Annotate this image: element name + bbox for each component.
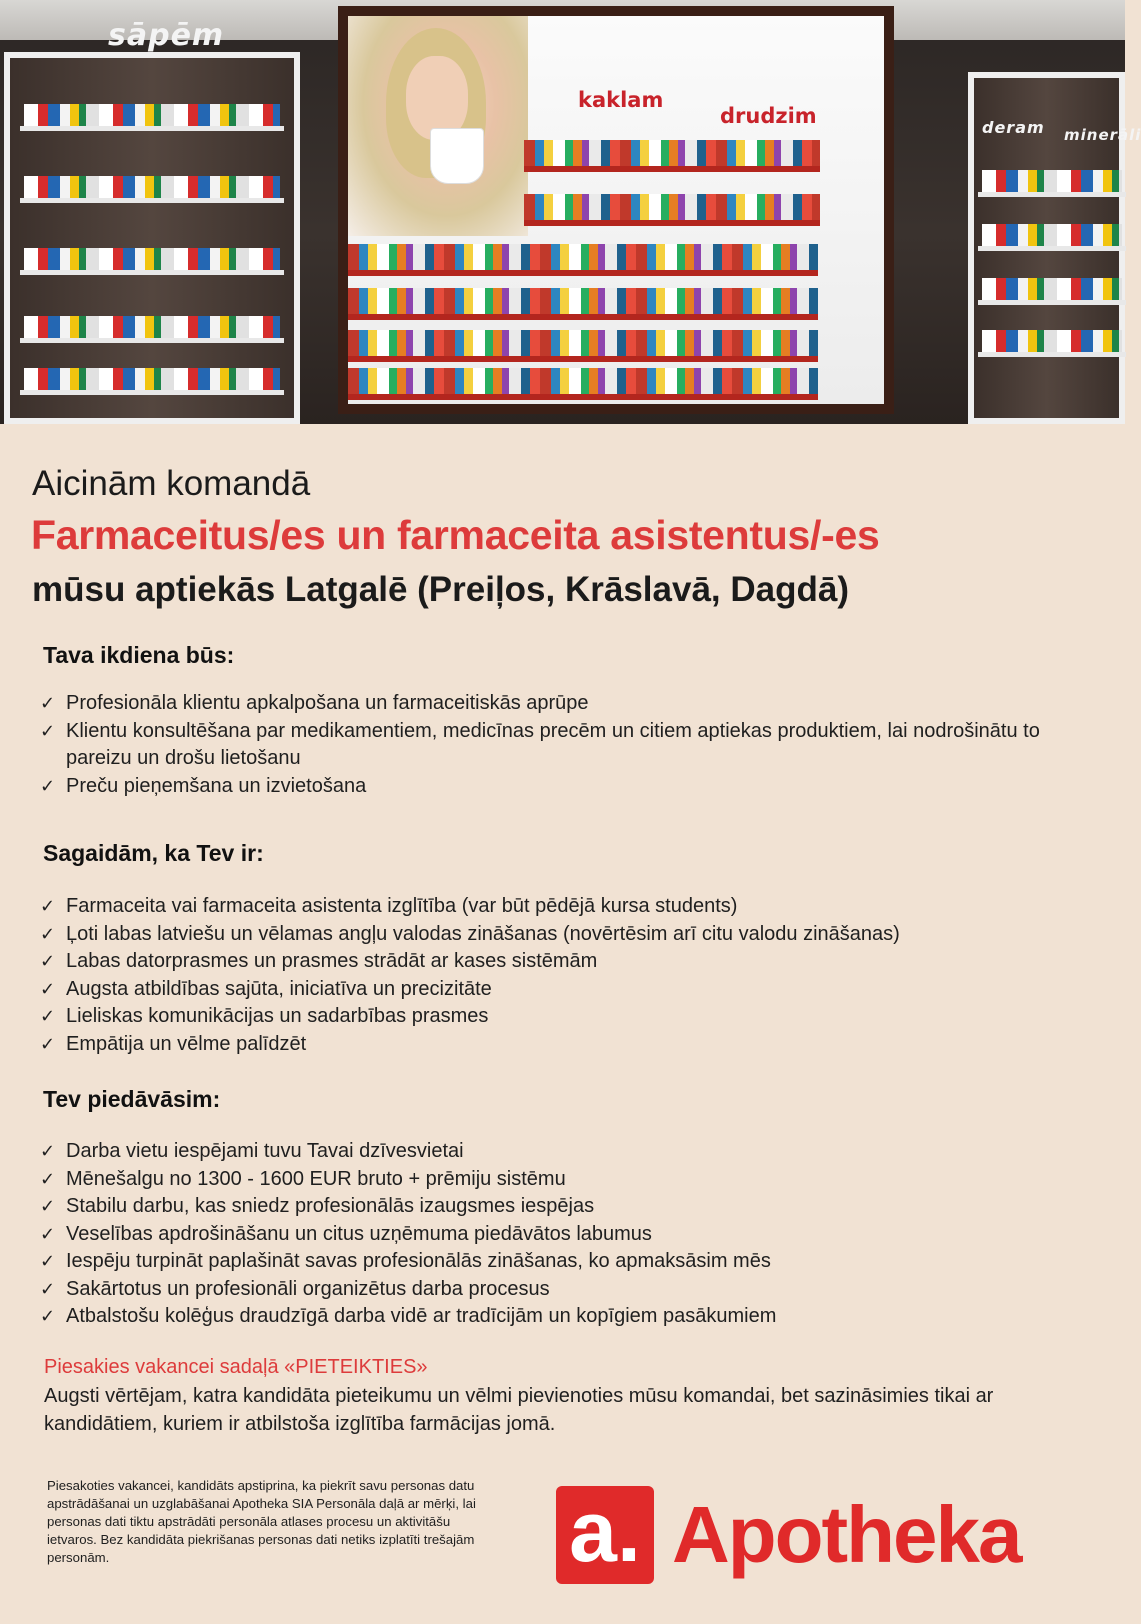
- list-item: [40, 921, 1070, 949]
- shelf-row: [348, 368, 818, 394]
- sign-deram: deram: [982, 118, 1045, 137]
- shelf-row: [982, 170, 1122, 192]
- list-item: [40, 1221, 1070, 1249]
- check-icon: ✓: [40, 923, 56, 945]
- offer-list: [40, 1138, 1070, 1331]
- list-item: [40, 1031, 1070, 1059]
- shelf-row: [348, 288, 818, 314]
- list-item-text: Lieliskas komunikācijas un sadarbības prasmes: [66, 1005, 489, 1027]
- list-item: [40, 1248, 1070, 1276]
- left-shelf-cabinet: [4, 52, 300, 424]
- logo-wordmark: Apotheka: [672, 1490, 1021, 1579]
- requirements-title: Sagaidām, ka Tev ir:: [43, 840, 264, 866]
- list-item-text: Labas datorprasmes un prasmes strādāt ar kases sistēmām: [66, 950, 598, 972]
- list-item: [40, 893, 1070, 921]
- list-item-text: Empātija un vēlme palīdzēt: [66, 1032, 307, 1055]
- check-icon: ✓: [40, 1306, 56, 1327]
- pharmacy-photo: [0, 0, 1141, 424]
- sign-minerali: minerāli: [1064, 126, 1141, 144]
- list-item-text: Profesionāla klientu apkalpošana un farmaceitiskās aprūpe: [66, 692, 589, 714]
- logo-mark: a.: [556, 1486, 654, 1584]
- list-item: [40, 773, 1070, 801]
- shelf-row: [24, 248, 280, 270]
- sign-sapem: sāpēm: [108, 18, 225, 53]
- sign-drudzim: drudzim: [720, 104, 817, 128]
- check-icon: ✓: [40, 1251, 56, 1272]
- check-icon: ✓: [40, 1196, 56, 1217]
- check-icon: ✓: [40, 1223, 56, 1245]
- list-item-text: Mēnešalgu no 1300 - 1600 EUR bruto + prēmiju sistēmu: [66, 1167, 566, 1190]
- shelf-row: [24, 104, 280, 126]
- shelf-row: [348, 244, 818, 270]
- list-item-text: Ļoti labas latviešu un vēlamas angļu valodas zināšanas (novērtēsim arī citu valodu zināšanas): [66, 922, 900, 945]
- check-icon: ✓: [40, 951, 56, 972]
- display-window: [338, 6, 894, 414]
- list-item-text: Atbalstošu kolēģus draudzīgā darba vidē ar tradīcijām un kopīgiem pasākumiem: [66, 1305, 777, 1327]
- list-item-text: Darba vietu iespējami tuvu Tavai dzīvesvietai: [66, 1140, 464, 1162]
- list-item: [40, 1003, 1070, 1031]
- list-item-text: Augsta atbildības sajūta, iniciatīva un precizitāte: [66, 977, 492, 1000]
- list-item: [40, 690, 1070, 718]
- shelf-row: [982, 330, 1122, 352]
- list-item: [40, 1303, 1070, 1331]
- location-heading: mūsu aptiekās Latgalē (Preiļos, Krāslavā, Dagdā): [32, 570, 849, 609]
- list-item-text: Iespēju turpināt paplašināt savas profesionālās zināšanas, ko apmaksāsim mēs: [66, 1250, 771, 1272]
- sign-kaklam: kaklam: [578, 88, 664, 112]
- list-item-text: Sakārtotus un profesionāli organizētus darba procesus: [66, 1277, 550, 1300]
- check-icon: ✓: [40, 1006, 56, 1027]
- shelf-row: [24, 176, 280, 198]
- check-icon: ✓: [40, 1141, 56, 1162]
- list-item-text: Veselības apdrošināšanu un citus uzņēmuma piedāvātos labumus: [66, 1222, 652, 1245]
- list-item: [40, 1166, 1070, 1194]
- list-item-text: Preču pieņemšana un izvietošana: [66, 774, 367, 797]
- duties-title: Tava ikdiena būs:: [43, 642, 235, 668]
- check-icon: ✓: [40, 978, 56, 1000]
- check-icon: ✓: [40, 720, 56, 742]
- list-item-text: Stabilu darbu, kas sniedz profesionālās izaugsmes iespējas: [66, 1195, 595, 1217]
- check-icon: ✓: [40, 693, 56, 714]
- shelf-row: [348, 330, 818, 356]
- list-item: [40, 1276, 1070, 1304]
- list-item: [40, 718, 1070, 773]
- apply-text: Augsti vērtējam, katra kandidāta pieteikumu un vēlmi pievienoties mūsu komandai, bet sazināsimies tikai ar kandidātiem, kuriem ir atbilstoša izglītība farmācijas jomā.: [44, 1385, 994, 1435]
- intro-heading: Aicinām komandā: [32, 464, 311, 503]
- check-icon: ✓: [40, 896, 56, 917]
- list-item: [40, 976, 1070, 1004]
- check-icon: ✓: [40, 1168, 56, 1190]
- job-title: Farmaceitus/es un farmaceita asistentus/-es: [31, 512, 880, 558]
- shelf-row: [982, 224, 1122, 246]
- requirements-list: [40, 893, 1070, 1058]
- apply-instruction: Piesakies vakancei sadaļā «PIETEIKTIES»: [44, 1356, 428, 1378]
- check-icon: ✓: [40, 1033, 56, 1055]
- check-icon: ✓: [40, 775, 56, 797]
- shelf-row: [24, 316, 280, 338]
- list-item-text: Klientu konsultēšana par medikamentiem, medicīnas precēm un citiem aptiekas produktiem, lai nodrošinātu to pareizu un drošu lietošanu: [66, 719, 1040, 769]
- poster-cup: [430, 128, 484, 184]
- privacy-disclaimer: Piesakoties vakancei, kandidāts apstiprina, ka piekrīt savu personas datu apstrādāšanai un uzglabāšanai Apotheka SIA Personāla daļā ar mērķi, lai personas dati tiktu apstrādāti personāla atlases procesu un aktivitāšu ietvaros. Bez kandidāta piekrišanas personas dati netiks izplatīti trešajām personām.: [47, 1478, 476, 1565]
- list-item: [40, 948, 1070, 976]
- shelf-row: [524, 194, 820, 220]
- shelf-row: [24, 368, 280, 390]
- list-item-text: Farmaceita vai farmaceita asistenta izglītība (var būt pēdējā kursa students): [66, 895, 738, 917]
- list-item: [40, 1193, 1070, 1221]
- woman-with-cup-poster: [348, 16, 528, 236]
- apotheka-logo: [556, 1486, 1056, 1584]
- duties-list: [40, 690, 1070, 800]
- shelf-row: [982, 278, 1122, 300]
- offer-title: Tev piedāvāsim:: [43, 1086, 221, 1112]
- check-icon: ✓: [40, 1278, 56, 1300]
- list-item: [40, 1138, 1070, 1166]
- shelf-row: [524, 140, 820, 166]
